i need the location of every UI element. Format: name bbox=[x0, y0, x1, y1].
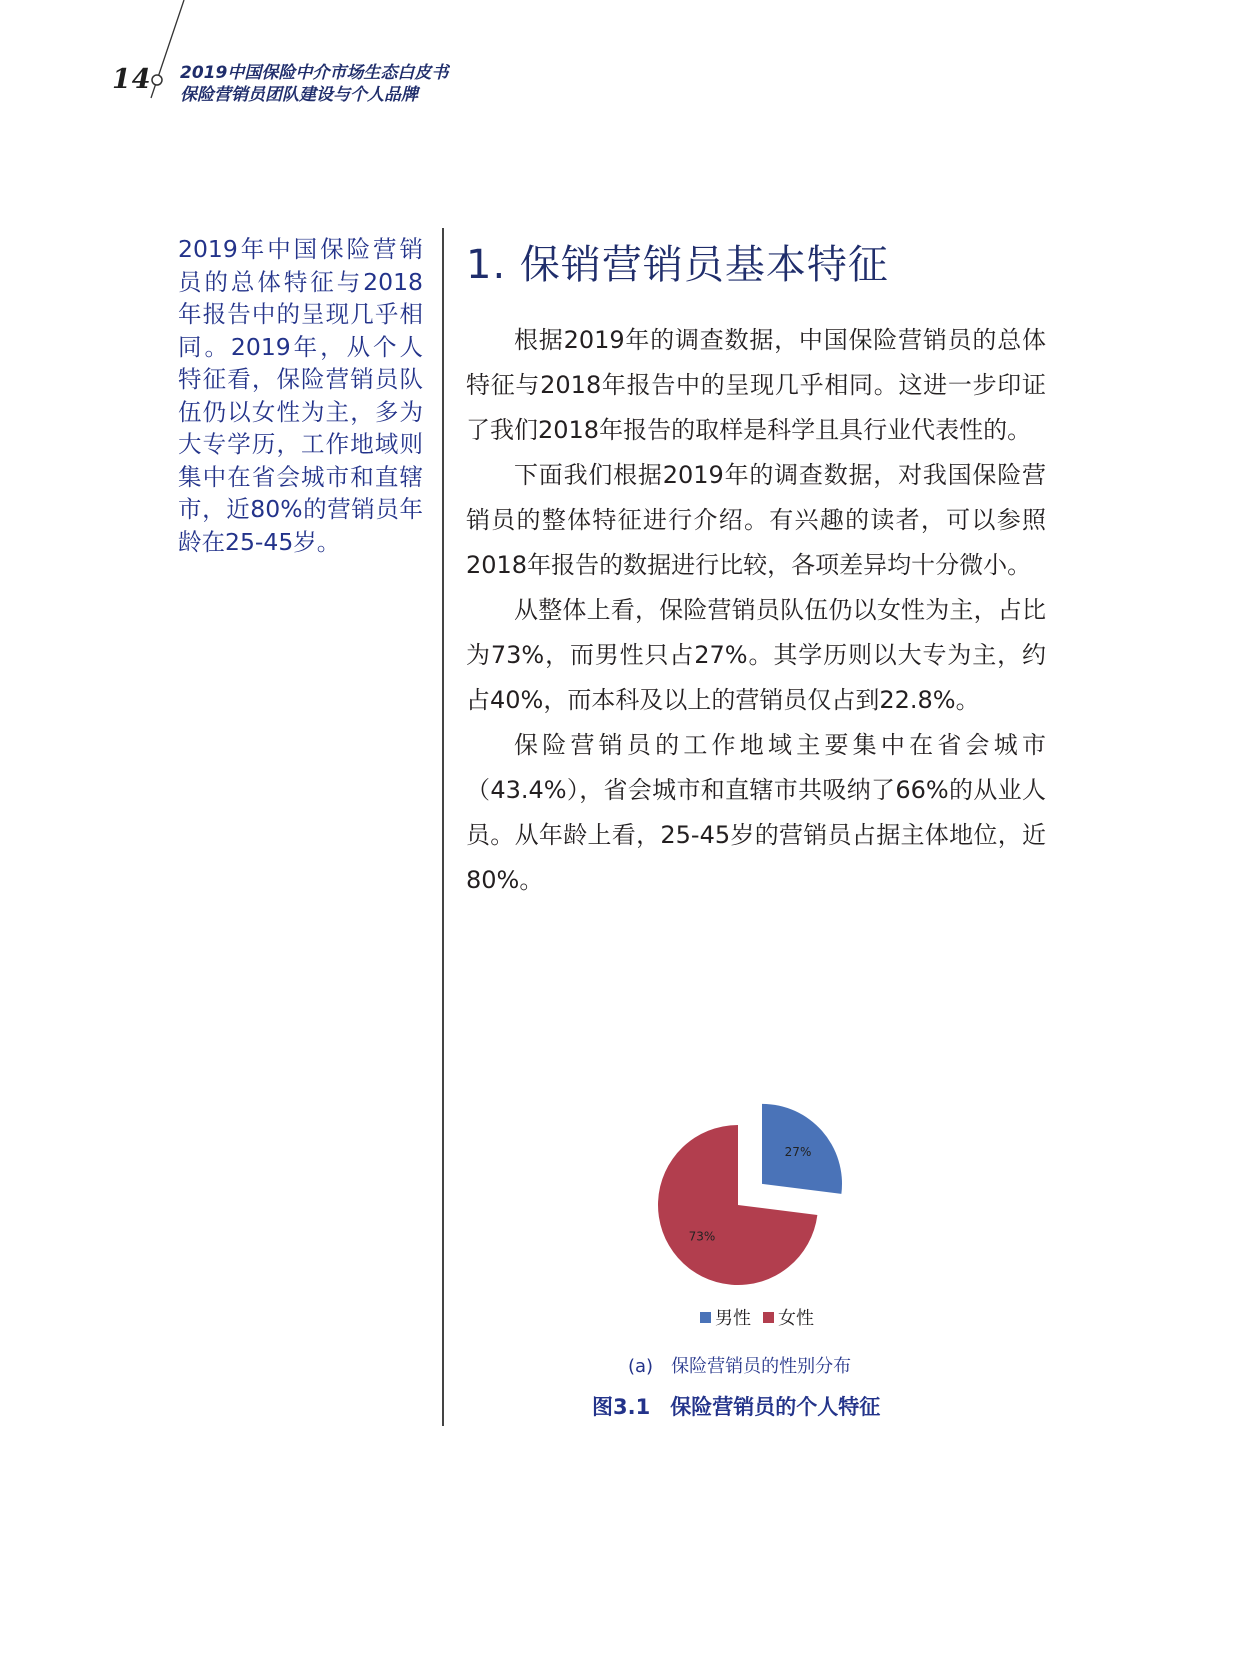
book-title bbox=[180, 62, 448, 106]
chart-sub-caption bbox=[628, 1352, 851, 1378]
chart-legend bbox=[700, 1304, 814, 1330]
pie-data-label-male: 27% bbox=[784, 1145, 812, 1160]
gender-pie-chart bbox=[640, 1095, 880, 1295]
book-title-line1: 2019中国保险中介市场生态白皮书 bbox=[180, 63, 449, 83]
figure-number: 图3.1 bbox=[592, 1395, 651, 1419]
paragraph: 根据2019年的调查数据，中国保险营销员的总体特征与2018年报告中的呈现几乎相同。这进一步印证了我们2018年报告的取样是科学且具行业代表性的。 bbox=[466, 326, 1046, 444]
figure-caption bbox=[592, 1391, 880, 1421]
section-heading: 1. 保销营销员基本特征 bbox=[466, 242, 889, 288]
legend-label-male: 男性 bbox=[715, 1308, 751, 1329]
header-bullet-icon bbox=[152, 75, 162, 85]
sidebar-summary: 2019年中国保险营销员的总体特征与2018年报告中的呈现几乎相同。2019年，从个人特征看，保险营销员队伍仍以女性为主，多为大专学历，工作地域则集中在省会城市和直辖市，近80%的营销员年龄在25-45岁。 bbox=[178, 235, 423, 556]
sub-caption-label: (a) bbox=[628, 1356, 654, 1377]
legend-swatch-female bbox=[763, 1312, 774, 1323]
body-text bbox=[466, 318, 1046, 903]
page-number: 14 bbox=[112, 64, 152, 95]
legend-item-male bbox=[700, 1304, 751, 1330]
paragraph: 下面我们根据2019年的调查数据，对我国保险营销员的整体特征进行介绍。有兴趣的读者，可以参照2018年报告的数据进行比较，各项差异均十分微小。 bbox=[466, 461, 1046, 579]
legend-item-female bbox=[763, 1304, 814, 1330]
paragraph: 从整体上看，保险营销员队伍仍以女性为主，占比为73%，而男性只占27%。其学历则以大专为主，约占40%，而本科及以上的营销员仅占到22.8%。 bbox=[466, 596, 1046, 714]
book-title-line2: 保险营销员团队建设与个人品牌 bbox=[180, 85, 418, 105]
sub-caption-title: 保险营销员的性别分布 bbox=[671, 1356, 852, 1377]
paragraph: 保险营销员的工作地域主要集中在省会城市（43.4%），省会城市和直辖市共吸纳了66%的从业人员。从年龄上看，25-45岁的营销员占据主体地位，近80%。 bbox=[466, 731, 1046, 894]
legend-label-female: 女性 bbox=[778, 1308, 814, 1329]
column-divider bbox=[442, 228, 444, 1426]
pie-data-label-female: 73% bbox=[688, 1229, 716, 1244]
figure-title: 保险营销员的个人特征 bbox=[670, 1395, 881, 1419]
legend-swatch-male bbox=[700, 1312, 711, 1323]
